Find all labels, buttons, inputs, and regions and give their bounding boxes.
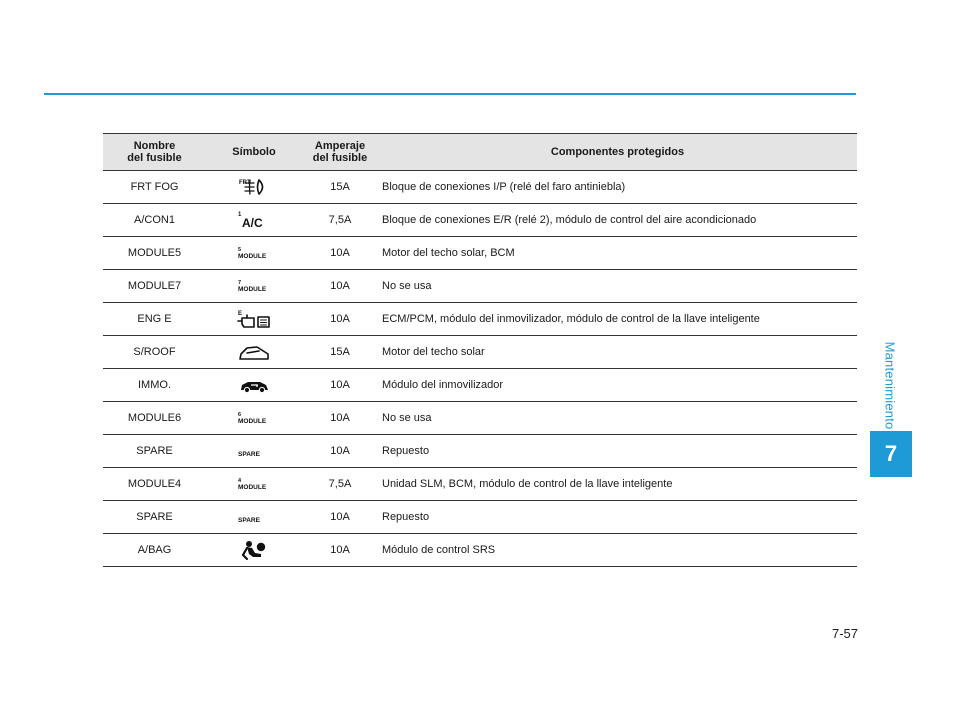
fuse-components: Repuesto <box>378 435 857 468</box>
fuse-symbol <box>206 369 302 402</box>
fuse-components: No se usa <box>378 270 857 303</box>
fuse-symbol <box>206 237 302 270</box>
fuse-table <box>103 133 857 567</box>
fuse-symbol <box>206 402 302 435</box>
fuse-name: MODULE4 <box>103 468 206 501</box>
fuse-amperage: 10A <box>302 501 378 534</box>
module-icon <box>235 406 273 430</box>
fuse-symbol <box>206 501 302 534</box>
fuse-symbol <box>206 468 302 501</box>
svg-text:E: E <box>238 311 243 317</box>
fuse-symbol <box>206 270 302 303</box>
svg-text:SPARE: SPARE <box>238 451 260 458</box>
table-row <box>103 435 857 468</box>
fuse-amperage: 10A <box>302 270 378 303</box>
fuse-amperage: 10A <box>302 303 378 336</box>
svg-text:MODULE: MODULE <box>238 484 267 491</box>
table-row <box>103 369 857 402</box>
fuse-name: IMMO. <box>103 369 206 402</box>
fuse-name: MODULE6 <box>103 402 206 435</box>
sunroof-icon <box>235 340 273 364</box>
table-row <box>103 501 857 534</box>
fuse-table-header-row <box>103 134 857 171</box>
fuse-name: SPARE <box>103 501 206 534</box>
svg-text:FRT: FRT <box>239 180 251 186</box>
header-amperage: Amperaje del fusible <box>302 134 378 171</box>
table-row <box>103 534 857 567</box>
fuse-components: Módulo del inmovilizador <box>378 369 857 402</box>
svg-text:5: 5 <box>238 247 242 253</box>
fuse-components: Repuesto <box>378 501 857 534</box>
fuse-symbol <box>206 303 302 336</box>
fuse-name: MODULE5 <box>103 237 206 270</box>
air-conditioner-icon <box>235 208 273 232</box>
svg-text:A/C: A/C <box>242 216 263 230</box>
fuse-components: Unidad SLM, BCM, módulo de control de la llave inteligente <box>378 468 857 501</box>
table-row <box>103 270 857 303</box>
fuse-amperage: 10A <box>302 369 378 402</box>
svg-text:6: 6 <box>238 412 242 418</box>
fuse-name: FRT FOG <box>103 171 206 204</box>
chapter-tab: 7 <box>870 431 912 477</box>
spare-icon <box>235 439 273 463</box>
airbag-icon <box>235 538 273 562</box>
fuse-symbol <box>206 171 302 204</box>
svg-text:MODULE: MODULE <box>238 253 267 260</box>
svg-text:7: 7 <box>238 280 242 286</box>
fuse-components: Bloque de conexiones I/P (relé del faro antiniebla) <box>378 171 857 204</box>
page-number: 7-57 <box>831 626 858 641</box>
spare-icon <box>235 505 273 529</box>
fuse-amperage: 10A <box>302 534 378 567</box>
header-fuse-name: Nombre del fusible <box>103 134 206 171</box>
table-row <box>103 303 857 336</box>
fuse-components: ECM/PCM, módulo del inmovilizador, módulo de control de la llave inteligente <box>378 303 857 336</box>
chapter-side-label <box>880 340 900 430</box>
header-components: Componentes protegidos <box>378 134 857 171</box>
fuse-amperage: 10A <box>302 435 378 468</box>
svg-text:SPARE: SPARE <box>238 517 260 524</box>
module-icon <box>235 274 273 298</box>
svg-text:4: 4 <box>238 478 242 484</box>
module-icon <box>235 472 273 496</box>
fuse-components: No se usa <box>378 402 857 435</box>
fuse-amperage: 15A <box>302 336 378 369</box>
table-row <box>103 171 857 204</box>
fuse-amperage: 7,5A <box>302 468 378 501</box>
fuse-symbol <box>206 534 302 567</box>
header-symbol: Símbolo <box>206 134 302 171</box>
fuse-components: Módulo de control SRS <box>378 534 857 567</box>
table-row <box>103 336 857 369</box>
fuse-name: ENG E <box>103 303 206 336</box>
fuse-symbol <box>206 435 302 468</box>
fuse-amperage: 10A <box>302 402 378 435</box>
svg-text:1: 1 <box>238 212 242 218</box>
engine-icon <box>235 307 273 331</box>
fuse-components: Motor del techo solar, BCM <box>378 237 857 270</box>
table-row <box>103 237 857 270</box>
chapter-side-label-text: Mantenimiento <box>882 341 898 429</box>
fuse-name: A/BAG <box>103 534 206 567</box>
fuse-name: S/ROOF <box>103 336 206 369</box>
fuse-symbol <box>206 336 302 369</box>
table-row <box>103 402 857 435</box>
fuse-amperage: 7,5A <box>302 204 378 237</box>
top-rule <box>44 93 856 95</box>
svg-text:MODULE: MODULE <box>238 418 267 425</box>
module-icon <box>235 241 273 265</box>
fuse-name: A/CON1 <box>103 204 206 237</box>
table-row <box>103 468 857 501</box>
fuse-symbol <box>206 204 302 237</box>
svg-text:MODULE: MODULE <box>238 286 267 293</box>
table-row <box>103 204 857 237</box>
fuse-components: Motor del techo solar <box>378 336 857 369</box>
fuse-name: MODULE7 <box>103 270 206 303</box>
fuse-amperage: 15A <box>302 171 378 204</box>
immobilizer-key-icon <box>235 373 273 397</box>
front-fog-lamp-icon <box>235 175 273 199</box>
fuse-components: Bloque de conexiones E/R (relé 2), módulo de control del aire acondicionado <box>378 204 857 237</box>
fuse-table-body <box>103 171 857 567</box>
fuse-name: SPARE <box>103 435 206 468</box>
fuse-amperage: 10A <box>302 237 378 270</box>
